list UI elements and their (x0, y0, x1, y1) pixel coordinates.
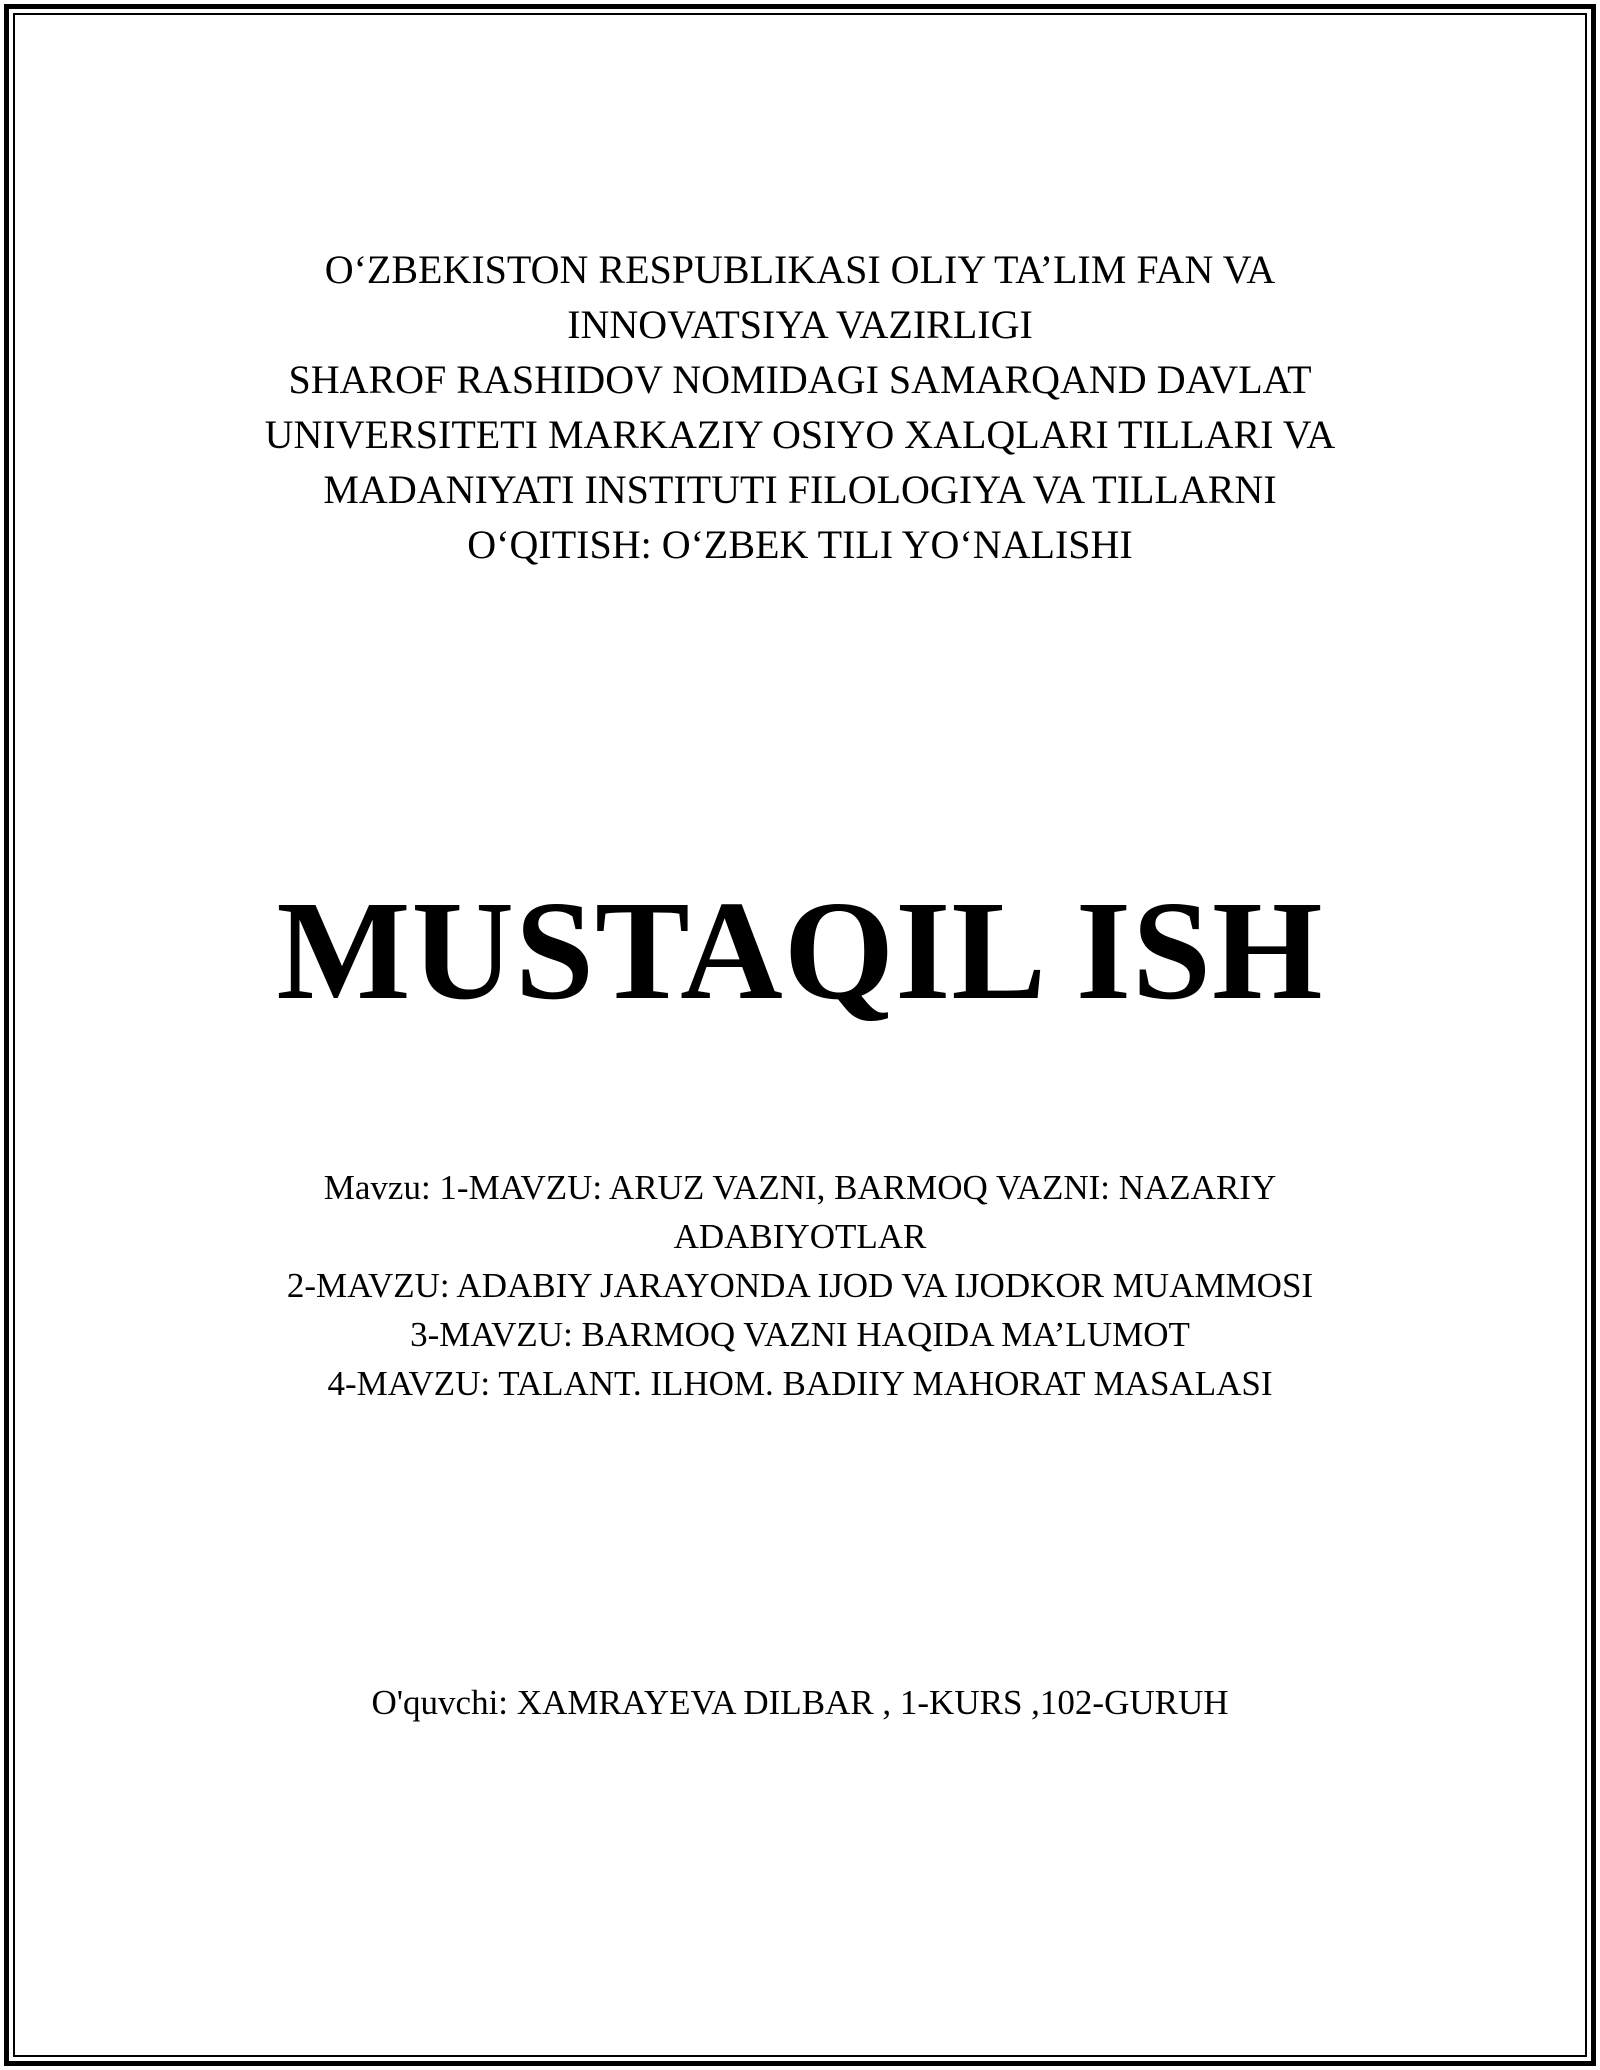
institution-header (0, 242, 1600, 572)
student-info: O'quvchi: XAMRAYEVA DILBAR , 1-KURS ,102-GURUH (371, 1683, 1229, 1722)
header-line: O‘QITISH: O‘ZBEK TILI YO‘NALISHI (467, 522, 1133, 567)
topic-line: ADABIYOTLAR (673, 1217, 927, 1256)
topic-line: Mavzu: 1-MAVZU: ARUZ VAZNI, BARMOQ VAZNI: NAZARIY (323, 1168, 1277, 1207)
topic-line: 3-MAVZU: BARMOQ VAZNI HAQIDA MA’LUMOT (410, 1315, 1190, 1354)
topic-line: 2-MAVZU: ADABIY JARAYONDA IJOD VA IJODKOR MUAMMOSI (286, 1266, 1314, 1305)
header-line: SHAROF RASHIDOV NOMIDAGI SAMARQAND DAVLAT (288, 357, 1312, 402)
topics-section (0, 1163, 1600, 1408)
header-line: O‘ZBEKISTON RESPUBLIKASI OLIY TA’LIM FAN VA (324, 247, 1276, 292)
document-title: MUSTAQIL ISH (276, 871, 1324, 1029)
header-line: MADANIYATI INSTITUTI FILOLOGIYA VA TILLARNI (323, 467, 1277, 512)
header-line: INNOVATSIYA VAZIRLIGI (567, 302, 1033, 347)
topic-line: 4-MAVZU: TALANT. ILHOM. BADIIY MAHORAT MASALASI (327, 1364, 1273, 1403)
header-line: UNIVERSITETI MARKAZIY OSIYO XALQLARI TILLARI VA (264, 412, 1336, 457)
